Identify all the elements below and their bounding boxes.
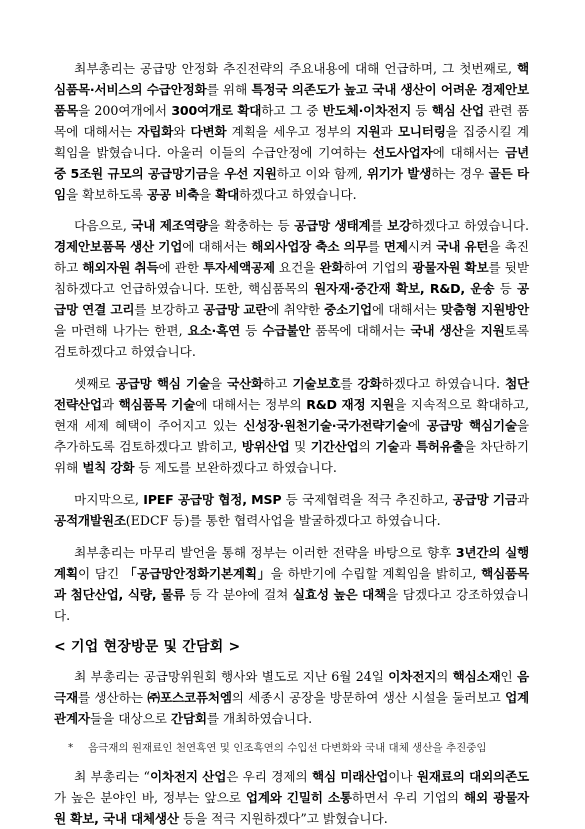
- bold-text: IPEF 공급망 협정, MSP: [143, 492, 282, 507]
- text: 을: [209, 376, 228, 391]
- bold-text: 공적개발원조: [54, 513, 126, 528]
- text: 등 제도를 보완하겠다고 하였습니다.: [134, 460, 337, 475]
- text: 의 세종시 공장을 방문하여 생산 시설을 둘러보고: [231, 690, 506, 705]
- text: 등 국제협력을 적극 추진하고,: [281, 492, 453, 507]
- footnote: [54, 740, 529, 756]
- text: 에 대해서는 정부의: [195, 397, 307, 412]
- bold-text: 광물자원 확보: [412, 260, 489, 275]
- bold-text: 중소기업: [324, 302, 373, 317]
- bold-text: 국내 제조역량: [131, 218, 208, 233]
- text: 을 마련해 나가는 한편,: [54, 323, 188, 338]
- text: 를: [367, 239, 384, 254]
- text: 에: [408, 418, 427, 433]
- bold-text: 국내 생산: [410, 323, 464, 338]
- bold-text: 기간산업: [310, 439, 359, 454]
- bold-text: 국산화: [227, 376, 264, 391]
- bold-text: 강화: [357, 376, 382, 391]
- text: 최 부총리는 “: [74, 769, 150, 784]
- bold-text: 공급망 핵심기술: [426, 418, 517, 433]
- text: 에 대해서는: [372, 302, 441, 317]
- bold-text: 음극재: [54, 669, 530, 705]
- bold-text: 수급불안: [262, 323, 311, 338]
- bold-text: 방위산업: [241, 439, 290, 454]
- bold-text: 원자재·중간재 확보, R&D, 운송: [314, 281, 495, 296]
- text: 을 차단하기 위해: [54, 439, 529, 475]
- bold-text: 완화: [319, 260, 344, 275]
- bold-text: 지원: [480, 323, 505, 338]
- text: 등: [494, 281, 518, 296]
- text: 에 관한: [158, 260, 204, 275]
- text: 를: [340, 376, 358, 391]
- bold-text: 핵심 미래산업: [312, 769, 389, 784]
- bold-text: 핵심 산업: [431, 103, 484, 118]
- text: 다음으로,: [74, 218, 132, 233]
- bold-text: 업계 관계자: [54, 690, 529, 726]
- text: 를 생산하는: [77, 690, 148, 705]
- text: 의: [436, 669, 453, 684]
- bold-text: ㈜포스코퓨처엠: [147, 690, 232, 705]
- text: 하는 경우: [431, 166, 489, 181]
- bold-text: 첨단 전략산업: [54, 376, 529, 412]
- text: 에 대해서는: [432, 145, 506, 160]
- text: 최 부총리는 공급망위원회 행사와 별도로 지난 6월 24일: [74, 669, 389, 684]
- text: 에 취약한: [267, 302, 325, 317]
- text: 을: [207, 166, 225, 181]
- text: 관련 품목에 대해서는: [54, 103, 529, 139]
- bold-text: 해외 광물자원 확보, 국내 대체생산: [54, 790, 530, 826]
- bold-text: 골든 타임: [54, 166, 529, 202]
- text: 이 담긴: [77, 566, 124, 581]
- text: 하면서 우리 기업의: [351, 790, 465, 805]
- bold-text: 3년간의 실행계획: [54, 545, 529, 581]
- text: 하겠다고 하였습니다.: [381, 376, 506, 391]
- text: 을: [463, 323, 481, 338]
- text: 하고: [263, 376, 293, 391]
- paragraph-p6: [54, 666, 529, 729]
- text: 하고 이와 함께,: [276, 166, 367, 181]
- text: 최부총리는 마무리 발언을 통해 정부는 이러한 전략을 바탕으로 향후: [74, 545, 456, 560]
- text: 을 촉진하고: [54, 239, 530, 275]
- text: 과: [516, 492, 529, 507]
- text: 하겠다고 하였습니다.: [411, 218, 530, 233]
- text: 을 추가하도록 검토하겠다고 밝히고,: [54, 418, 529, 454]
- text: 등 각 분야에 걸쳐: [185, 587, 293, 602]
- text: 와: [173, 124, 191, 139]
- bold-text: 해외자원 취득: [82, 260, 159, 275]
- text: 을 200여개에서: [77, 103, 172, 118]
- bold-text: 기술보호: [292, 376, 341, 391]
- bold-text: 지원: [356, 124, 381, 139]
- text: 를 개최하였습니다.: [206, 711, 313, 726]
- bold-text: 보강: [387, 218, 412, 233]
- bold-text: 자립화: [137, 124, 174, 139]
- text: 을 확충하는 등: [207, 218, 295, 233]
- bold-text: 공급망 연결 고리: [54, 281, 529, 317]
- bold-text: 모니터링: [397, 124, 446, 139]
- text: 및: [289, 439, 311, 454]
- text: 를 위해: [206, 82, 252, 97]
- bold-text: 원재료의 대외의존도: [416, 769, 529, 784]
- text: 을 하반기에 수립할 계획임을 밝히고,: [270, 566, 482, 581]
- bold-text: 이차전지 산업: [149, 769, 227, 784]
- text: 을 집중시킬 계획임을 밝혔습니다. 아울러 이들의 수급안정에 기여하는: [54, 124, 530, 160]
- bold-text: 투자세액공제: [203, 260, 275, 275]
- bold-text: 기술: [375, 439, 400, 454]
- text: 가 높은 분야인 바, 정부는 앞으로: [54, 790, 246, 805]
- bold-text: 해외사업장 축소 의무: [251, 239, 368, 254]
- bold-text: R&D 재정 지원: [306, 397, 395, 412]
- text: 마지막으로,: [74, 492, 144, 507]
- text: 의: [358, 439, 376, 454]
- visit-section: [54, 666, 529, 729]
- bold-text: 핵심품목 기술: [118, 397, 196, 412]
- text: 인: [500, 669, 518, 684]
- text: 셋째로: [74, 376, 116, 391]
- bold-text: 핵심품목과 첨단산업, 식량, 물류: [54, 566, 529, 602]
- strategy-section: [54, 58, 529, 626]
- text: 하고 그 중: [261, 103, 323, 118]
- paragraph-p3: [54, 373, 529, 478]
- paragraph-p4: [54, 489, 529, 531]
- bold-text: 공급망 교란: [203, 302, 268, 317]
- bold-text: 신성장·원천기술·국가전략기술: [243, 418, 409, 433]
- bold-text: 핵심소재: [452, 669, 501, 684]
- text: 하겠다고 하였습니다.: [239, 187, 357, 202]
- bold-text: 이차전지: [388, 669, 437, 684]
- bold-text: 다변화: [190, 124, 227, 139]
- bold-text: 반도체·이차전지: [322, 103, 412, 118]
- text: 요건을: [274, 260, 320, 275]
- text: 을 지속적으로 확대하고, 현재 세제 혜택이 주어지고 있는: [54, 397, 530, 433]
- bold-text: 공급망 생태계: [294, 218, 371, 233]
- bold-text: 공급망 핵심 기술: [115, 376, 210, 391]
- paragraph-p2: [54, 215, 529, 362]
- text: 과: [399, 439, 416, 454]
- text: 등: [240, 323, 263, 338]
- text: 들을 대상으로: [89, 711, 171, 726]
- paragraph-p1: [54, 58, 529, 205]
- text: 은 우리 경제의: [226, 769, 312, 784]
- text: 과: [380, 124, 398, 139]
- bold-text: 업계와 긴밀히 소통: [245, 790, 352, 805]
- text: 를: [370, 218, 388, 233]
- text: 에 대해서는: [182, 239, 252, 254]
- bold-text: 금년 중 5조원 규모의 공급망기금: [54, 145, 529, 181]
- bold-text: 우선 지원: [224, 166, 277, 181]
- bold-text: 간담회: [170, 711, 207, 726]
- bold-text: 300여개로 확대: [171, 103, 262, 118]
- paragraph-p5: [54, 542, 529, 626]
- bold-text: 실효성 높은 대책: [292, 587, 387, 602]
- bold-text: 「공급망안정화기본계획」: [123, 566, 271, 581]
- bold-text: 확대: [215, 187, 240, 202]
- bold-text: 맞춤형 지원방안: [440, 302, 529, 317]
- bold-text: 경제안보품목 생산 기업: [54, 239, 183, 254]
- bold-text: 벌칙 강화: [82, 460, 135, 475]
- bold-text: 핵심품목·서비스의 수급안정화: [54, 61, 529, 97]
- bold-text: 공급망 기금: [452, 492, 517, 507]
- text: 계획을 세우고 정부의: [226, 124, 357, 139]
- text: 이나: [388, 769, 417, 784]
- text: 시켜: [407, 239, 437, 254]
- text: 을: [199, 187, 216, 202]
- text: 과: [101, 397, 119, 412]
- bold-text: 요소·흑연: [187, 323, 241, 338]
- bold-text: 면제: [383, 239, 408, 254]
- text: 을 담겠다고 강조하였습니다.: [54, 587, 529, 623]
- text: 하여 기업의: [343, 260, 413, 275]
- section-heading: < 기업 현장방문 및 간담회 >: [54, 639, 241, 655]
- bold-text: 특정국 의존도가 높고 국내 생산이 어려운 경제안보품목: [54, 82, 529, 118]
- bold-text: 국내 유턴: [436, 239, 489, 254]
- text: 를 뒷받침하겠다고 언급하였습니다. 또한, 핵심품목의: [54, 260, 529, 296]
- text: 등: [411, 103, 432, 118]
- text: 토록 검토하겠다고 하였습니다.: [54, 323, 529, 359]
- bold-text: 위기가 발생: [366, 166, 432, 181]
- bold-text: 선도사업자: [372, 145, 433, 160]
- footnote-text: 음극재의 원재료인 천연흑연 및 인조흑연의 수입선 다변화와 국내 대체 생산을 추진중임: [88, 742, 487, 754]
- bold-text: 공공 비축: [146, 187, 200, 202]
- text: 등을 적극 지원하겠다”고 밝혔습니다.: [178, 811, 388, 826]
- text: 를 보강하고: [134, 302, 204, 317]
- text: (EDCF 등)를 통한 협력사업을 발굴하겠다고 하였습니다.: [125, 513, 441, 528]
- text: 을 확보하도록: [65, 187, 147, 202]
- text: 품목에 대해서는: [310, 323, 411, 338]
- bold-text: 특허유출: [415, 439, 464, 454]
- text: 최부총리는 공급망 안정화 추진전략의 주요내용에 대해 언급하며, 그 첫번째로,: [74, 61, 518, 76]
- footnote-marker: *: [68, 742, 74, 754]
